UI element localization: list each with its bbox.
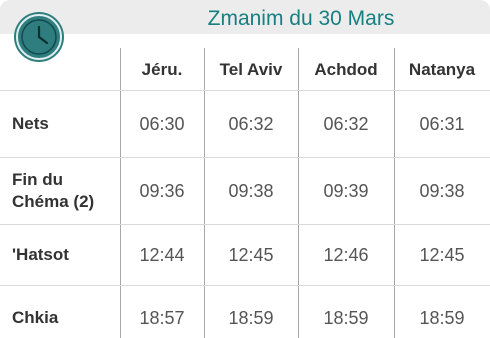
zmanim-table xyxy=(0,34,490,338)
time-cell: 09:38 xyxy=(228,180,274,201)
row-divider xyxy=(0,157,490,158)
time-cell: 09:39 xyxy=(323,180,369,201)
time-cell: 06:32 xyxy=(228,113,274,134)
time-cell: 06:31 xyxy=(419,113,465,134)
row-label-fin-du-chema: Fin du Chéma (2) xyxy=(12,170,95,211)
row-label-nets: Nets xyxy=(12,114,49,133)
time-cell: 18:59 xyxy=(323,307,369,328)
time-cell: 12:45 xyxy=(419,244,465,265)
time-cell: 12:45 xyxy=(228,244,274,265)
time-cell: 06:32 xyxy=(323,113,369,134)
time-cell: 06:30 xyxy=(139,113,185,134)
column-header-tel-aviv: Tel Aviv xyxy=(219,60,283,79)
column-header-achdod: Achdod xyxy=(314,60,378,79)
time-cell: 18:59 xyxy=(228,307,274,328)
row-label-hatsot: 'Hatsot xyxy=(12,245,69,264)
time-cell: 12:44 xyxy=(139,244,185,265)
row-divider xyxy=(0,285,490,286)
row-label-chkia: Chkia xyxy=(12,308,59,327)
page-title: Zmanim du 30 Mars xyxy=(207,7,395,30)
column-header-jeru: Jéru. xyxy=(141,60,183,79)
row-divider xyxy=(0,90,490,91)
time-cell: 18:59 xyxy=(419,307,465,328)
time-cell: 12:46 xyxy=(323,244,369,265)
time-cell: 18:57 xyxy=(139,307,185,328)
time-cell: 09:38 xyxy=(419,180,465,201)
row-divider xyxy=(0,224,490,225)
time-cell: 09:36 xyxy=(139,180,185,201)
column-header-natanya: Natanya xyxy=(408,60,476,79)
